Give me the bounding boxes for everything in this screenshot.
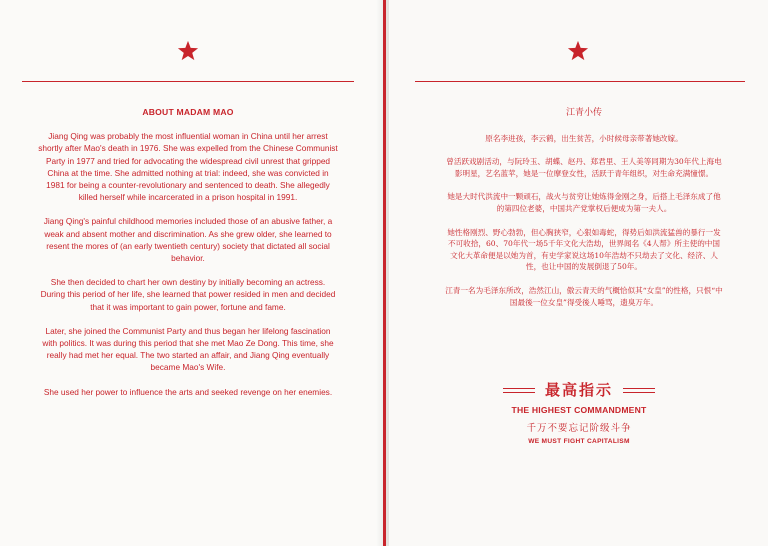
header-rule (22, 81, 354, 82)
paragraph: Later, she joined the Communist Party and thus began her lifelong fascination with politics. It was during this period that she met Mao Ze Dong. This time, she really had met her equal. The two started an affair, and Jiang Qing eventually became Mao's Wife. (42, 325, 334, 373)
red-star-icon (567, 40, 589, 62)
red-star-icon (177, 40, 199, 62)
paragraph: Jiang Qing's painful childhood memories included those of an abusive father, a weak and absent mother and discrimination. As she grew older, she learned to resent the mores of (an early twentieth century) society that dictated all social behavior. (43, 216, 333, 264)
paragraph: 她是大时代洪流中一颗顽石，战火与贫穷让她炼得金刚之身，后搭上毛泽东成了他的第四位老婆，中国共产党掌权后便成为第一夫人。 (447, 192, 721, 213)
paragraph: She used her power to influence the arts and seeked revenge on her enemies. (43, 386, 333, 397)
about-section (38, 106, 338, 410)
commandment-subtitle-cn: 千万不要忘记阶级斗争 (526, 423, 632, 434)
paragraph: 她性格刚烈、野心勃勃，但心胸狭窄，心狠如毒蛇，得势后如洪流猛兽的暴行一发不可收拾，60、70年代一场5千年文化大浩劫，世界闻名《4人帮》所主使的中国文化大革命便是以她为首，有史学家说这场10年浩劫不只劫去了文化、经济、人性，也让中国的发展倒退了50年。 (447, 227, 721, 272)
paragraph: 原名李进孩，李云鹤，出生贫苦，小时候母亲带著她改嫁。 (485, 133, 683, 143)
commandment-title-cn: 最高指示 (544, 381, 613, 399)
commandment-title-row (469, 381, 689, 399)
commandment-subtitle-en: WE MUST FIGHT CAPITALISM (528, 438, 630, 445)
section-heading: ABOUT MADAM MAO (142, 107, 234, 117)
paragraph: Jiang Qing was probably the most influential woman in China until her arrest shortly after Mao's death in 1976. She was expelled from the Chinese Communist Party in 1977 and tried for advocating the widespread civil unrest that gripped China at the time. She admitted nothing at trial: indeed, she was convicted in 1981 for being a counter-revolutionary and sentenced to death. She allegedly killed herself while incarcerated in a prison hospital in 1991. (38, 131, 338, 203)
biography-section (445, 108, 723, 320)
section-heading: 江青小传 (565, 108, 602, 118)
paragraph: She then decided to chart her own destiny by initially becoming an actress. During this period of her life, she learned that power resided in men and decided that it was important to gain power, fortune and fame. (40, 277, 336, 312)
commandment-title-en: THE HIGHEST COMMANDMENT (511, 405, 647, 415)
right-page (389, 0, 768, 546)
header-rule (415, 81, 745, 82)
double-rule (503, 388, 535, 393)
double-rule (623, 388, 655, 393)
paragraph: 江青一名为毛泽东所改，浩然江山，傲云青天的气概恰似其“女皇”的性格，只恨“中国最後一位女皇”得受後人唾骂，遗臭万年。 (445, 285, 723, 307)
commandment-block (469, 381, 689, 445)
paragraph: 曾活跃戏剧活动，与阮玲玉、胡蝶、赵丹、郑君里、王人美等同期为30年代上海电影明星，艺名蓝苹，她是一位摩登女性，活跃于青年组织，对生命充满憧憬。 (446, 157, 722, 178)
left-page (0, 0, 383, 546)
